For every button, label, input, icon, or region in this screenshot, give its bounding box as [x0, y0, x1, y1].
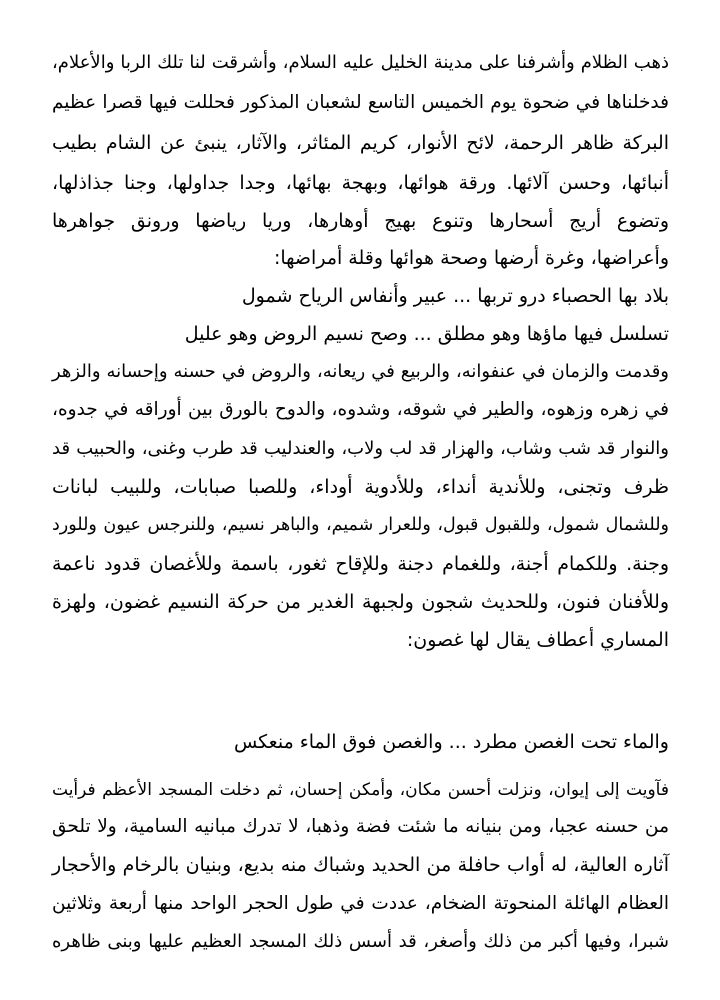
paragraph-1-line-1: ذهب الظلام وأشرفنا على مدينة الخليل عليه السلام، وأشرقت لنا تلك الربا والأعلام،: [52, 52, 669, 73]
paragraph-1-line-6: وأعراضها، وغرة أرضها وصحة هوائها وقلة أمراضها:: [273, 247, 669, 269]
poem-verse-2: تسلسل فيها ماؤها وهو مطلق ... وصح نسيم الروض وهو عليل: [184, 323, 669, 345]
paragraph-3-line-2: من حسنه عجبا، ومن بنيانه ما شئت فضة وذهبا، لا تدرك مبانيه السامية، ولا تلحق: [52, 816, 669, 837]
paragraph-2-line-2: في زهره وزهوه، والطير في شوقه، وشدوه، والدوح بالورق بين أوراقه في جدوه،: [52, 399, 669, 420]
paragraph-1-line-3: البركة ظاهر الرحمة، لائح الأنوار، كريم المئاثر، والآثار، ينبئ عن الشام بطيب: [52, 132, 669, 154]
paragraph-2-line-3: والنوار قد شب وشاب، والهزار قد لب ولاب، والعندليب قد طرب وغنى، والحبيب قد: [52, 438, 669, 459]
paragraph-3-line-4: العظام الهائلة المنحوتة الضخام، عددت في طول الحجر الواحد منها أربعة وثلاثين: [52, 893, 669, 914]
paragraph-1-line-4: أنبائها، وحسن آلائها. ورقة هوائها، وبهجة بهائها، وجدا جداولها، وجنا جذاذلها،: [52, 172, 669, 194]
paragraph-3-line-3: آثاره العالية، له أواب حافلة من الحديد وشباك منه بديع، وبنيان بالرخام والأحجار: [52, 854, 669, 876]
poem-verse-1: بلاد بها الحصباء درو تربها ... عبير وأنفاس الرياح شمول: [241, 285, 669, 307]
paragraph-3-line-5: شبرا، وفيها أكبر من ذلك وأصغر، قد أسس ذلك المسجد العظيم عليها وبنى ظاهره: [52, 931, 669, 952]
paragraph-2-line-5: وللشمال شمول، وللقبول قبول، وللعرار شميم، والباهر نسيم، وللنرجس عيون وللورد: [52, 515, 669, 535]
paragraph-2-line-6: وجنة. وللكمام أجنة، وللغمام دجنة وللإقاح ثغور، باسمة وللأغصان قدود ناعمة: [52, 553, 669, 575]
paragraph-2-line-8: المساري أعطاف يقال لها غصون:: [406, 629, 669, 651]
paragraph-3-line-1: فآويت إلى إيوان، ونزلت أحسن مكان، وأمكن إحسان، ثم دخلت المسجد الأعظم فرأيت: [52, 780, 669, 800]
paragraph-1-line-2: فدخلناها في ضحوة يوم الخميس التاسع لشعبان المذكور فحللت فيها قصرا عظيم: [52, 92, 669, 113]
paragraph-2-line-4: ظرف وتجنى، وللأندية أنداء، وللأدوية أوداء، وللصبا صبابات، وللبيب لبانات: [52, 476, 669, 498]
paragraph-2-line-7: وللأفنان فنون، وللحديث شجون ولجبهة الغدير من حركة النسيم غضون، ولهزة: [52, 591, 669, 613]
poem-verse-3: والماء تحت الغصن مطرد ... والغصن فوق الماء منعكس: [233, 731, 669, 753]
paragraph-2-line-1: وقدمت والزمان في عنفوانه، والربيع في ريعانه، والروض في حسنه وإحسانه والزهر: [52, 361, 669, 382]
paragraph-1-line-5: وتضوع أريج أسحارها وتنوع بهيج أوهارها، وريا رياضها ورونق جواهرها: [52, 210, 669, 232]
